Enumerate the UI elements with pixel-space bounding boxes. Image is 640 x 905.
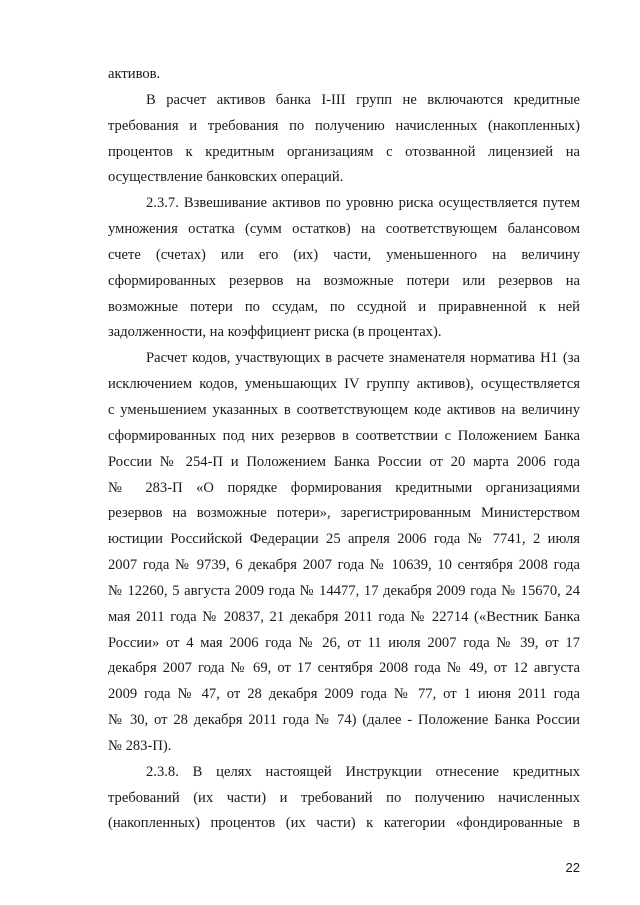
text-line: с уменьшением указанных в соответствующем коде активов на величину <box>108 401 580 418</box>
text-line: осуществление банковских операций. <box>108 169 344 186</box>
document-body <box>108 62 580 837</box>
text-line: юстиции Российской Федерации 25 апреля 2006 года № 7741, 2 июля <box>108 531 580 548</box>
text-line: России № 254-П и Положением Банка России от 20 марта 2006 года <box>108 453 580 470</box>
page-number: 22 <box>565 860 580 875</box>
text-line: Расчет кодов, участвующих в расчете знаменателя норматива Н1 (за <box>146 350 580 367</box>
text-line: задолженности, на коэффициент риска (в процентах). <box>108 324 442 341</box>
text-line: № 12260, 5 августа 2009 года № 14477, 17 декабря 2009 года № 15670, 24 <box>108 582 580 599</box>
text-line: 2.3.7. Взвешивание активов по уровню риска осуществляется путем <box>146 195 580 212</box>
text-line: 2009 года № 47, от 28 декабря 2009 года № 77, от 1 июня 2011 года <box>108 686 580 703</box>
text-line: № 30, от 28 декабря 2011 года № 74) (далее - Положение Банка России <box>108 712 580 729</box>
text-line: декабря 2007 года № 69, от 17 сентября 2008 года № 49, от 12 августа <box>108 660 580 677</box>
text-line: № 283-П «О порядке формирования кредитными организациями <box>108 479 580 496</box>
text-line: сформированных под них резервов в соответствии с Положением Банка <box>108 427 580 444</box>
text-line: требований (их части) и требований по получению начисленных <box>108 789 580 806</box>
text-line: резервов на возможные потери», зарегистрированным Министерством <box>108 505 580 522</box>
text-line: исключением кодов, уменьшающих IV группу активов), осуществляется <box>108 376 580 393</box>
text-line: № 283-П). <box>108 737 172 754</box>
text-line: процентов к кредитным организациям с отозванной лицензией на <box>108 143 580 160</box>
text-line: активов. <box>108 66 161 82</box>
text-line: возможные потери по ссудам, по ссудной и приравненной к ней <box>108 298 580 315</box>
text-line: (накопленных) процентов (их части) к категории «фондированные в <box>108 815 580 832</box>
text-line: умножения остатка (сумм остатков) на соответствующем балансовом <box>108 221 580 238</box>
text-line: 2007 года № 9739, 6 декабря 2007 года № 10639, 10 сентября 2008 года <box>108 557 580 574</box>
text-line: В расчет активов банка I-III групп не включаются кредитные <box>146 91 580 108</box>
text-line: России» от 4 мая 2006 года № 26, от 11 июля 2007 года № 39, от 17 <box>108 634 580 651</box>
text-line: требования и требования по получению начисленных (накопленных) <box>108 117 580 134</box>
text-line: 2.3.8. В целях настоящей Инструкции отнесение кредитных <box>146 763 580 780</box>
text-line: мая 2011 года № 20837, 21 декабря 2011 года № 22714 («Вестник Банка <box>108 608 580 625</box>
text-line: счете (счетах) или его (их) части, уменьшенного на величину <box>108 246 580 263</box>
text-line: сформированных резервов на возможные потери или резервов на <box>108 272 580 289</box>
